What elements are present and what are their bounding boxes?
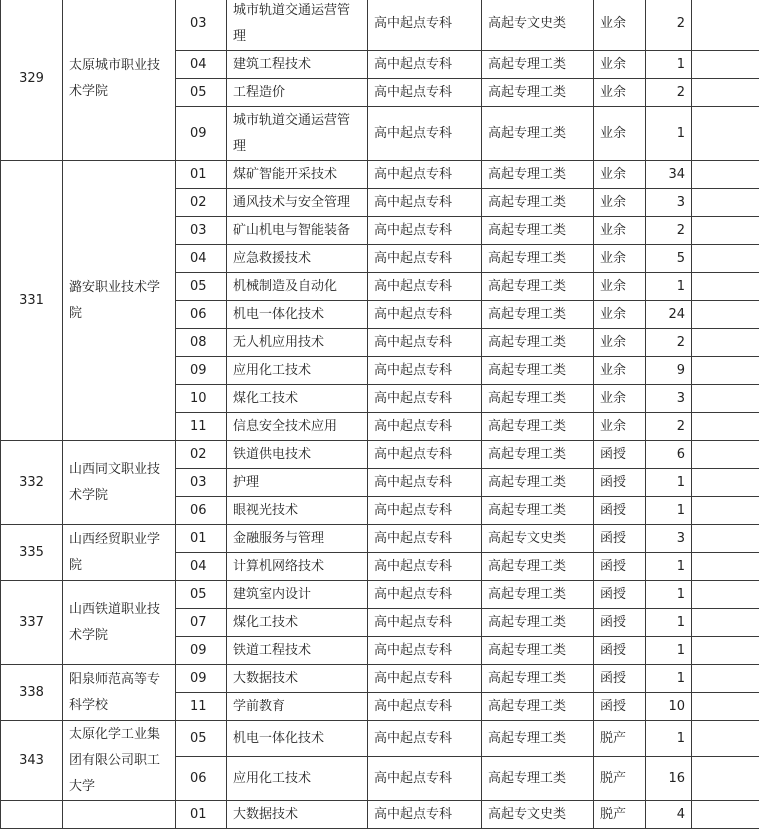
remarks-cell <box>692 0 759 51</box>
table-row <box>1 525 759 553</box>
major-code-cell: 04 <box>176 553 227 581</box>
remarks-cell <box>692 273 759 301</box>
school-code-cell <box>1 801 63 829</box>
table-row <box>1 161 759 189</box>
major-name-cell: 大数据技术 <box>227 665 368 693</box>
study-mode-cell: 业余 <box>594 273 646 301</box>
study-mode-cell: 函授 <box>594 525 646 553</box>
major-code-cell: 06 <box>176 301 227 329</box>
level-cell: 高中起点专科 <box>368 757 482 801</box>
school-name-cell: 山西经贸职业学院 <box>63 525 176 581</box>
category-cell: 高起专理工类 <box>482 385 594 413</box>
major-name-cell: 工程造价 <box>227 79 368 107</box>
major-code-cell: 05 <box>176 79 227 107</box>
level-cell: 高中起点专科 <box>368 217 482 245</box>
table-row <box>1 581 759 609</box>
level-cell: 高中起点专科 <box>368 329 482 357</box>
study-mode-cell: 脱产 <box>594 757 646 801</box>
category-cell: 高起专理工类 <box>482 693 594 721</box>
study-mode-cell: 脱产 <box>594 801 646 829</box>
major-name-cell: 金融服务与管理 <box>227 525 368 553</box>
school-name-cell <box>63 801 176 829</box>
plan-count-cell: 1 <box>646 497 692 525</box>
remarks-cell <box>692 665 759 693</box>
study-mode-cell: 业余 <box>594 107 646 161</box>
major-code-cell: 09 <box>176 357 227 385</box>
major-code-cell: 04 <box>176 51 227 79</box>
plan-count-cell: 1 <box>646 273 692 301</box>
plan-count-cell: 3 <box>646 525 692 553</box>
major-code-cell: 08 <box>176 329 227 357</box>
study-mode-cell: 业余 <box>594 413 646 441</box>
study-mode-cell: 函授 <box>594 637 646 665</box>
remarks-cell <box>692 79 759 107</box>
major-name-cell: 机电一体化技术 <box>227 301 368 329</box>
category-cell: 高起专文史类 <box>482 0 594 51</box>
plan-count-cell: 9 <box>646 357 692 385</box>
major-name-cell: 通风技术与安全管理 <box>227 189 368 217</box>
plan-count-cell: 1 <box>646 637 692 665</box>
category-cell: 高起专理工类 <box>482 757 594 801</box>
category-cell: 高起专理工类 <box>482 79 594 107</box>
school-name-cell: 阳泉师范高等专科学校 <box>63 665 176 721</box>
table-row <box>1 0 759 51</box>
major-name-cell: 大数据技术 <box>227 801 368 829</box>
category-cell: 高起专理工类 <box>482 217 594 245</box>
major-code-cell: 05 <box>176 721 227 757</box>
category-cell: 高起专理工类 <box>482 301 594 329</box>
level-cell: 高中起点专科 <box>368 525 482 553</box>
category-cell: 高起专理工类 <box>482 357 594 385</box>
school-name-cell: 太原城市职业技术学院 <box>63 0 176 161</box>
level-cell: 高中起点专科 <box>368 413 482 441</box>
major-name-cell: 城市轨道交通运营管理 <box>227 107 368 161</box>
school-code-cell: 331 <box>1 161 63 441</box>
study-mode-cell: 业余 <box>594 385 646 413</box>
plan-count-cell: 6 <box>646 441 692 469</box>
major-name-cell: 应用化工技术 <box>227 757 368 801</box>
major-code-cell: 09 <box>176 637 227 665</box>
plan-count-cell: 10 <box>646 693 692 721</box>
remarks-cell <box>692 217 759 245</box>
plan-count-cell: 2 <box>646 217 692 245</box>
category-cell: 高起专理工类 <box>482 721 594 757</box>
major-name-cell: 护理 <box>227 469 368 497</box>
level-cell: 高中起点专科 <box>368 801 482 829</box>
level-cell: 高中起点专科 <box>368 469 482 497</box>
study-mode-cell: 函授 <box>594 581 646 609</box>
study-mode-cell: 业余 <box>594 189 646 217</box>
category-cell: 高起专理工类 <box>482 245 594 273</box>
plan-count-cell: 2 <box>646 79 692 107</box>
category-cell: 高起专理工类 <box>482 497 594 525</box>
study-mode-cell: 函授 <box>594 553 646 581</box>
level-cell: 高中起点专科 <box>368 581 482 609</box>
level-cell: 高中起点专科 <box>368 301 482 329</box>
major-code-cell: 10 <box>176 385 227 413</box>
remarks-cell <box>692 329 759 357</box>
study-mode-cell: 函授 <box>594 497 646 525</box>
major-name-cell: 建筑室内设计 <box>227 581 368 609</box>
major-code-cell: 07 <box>176 609 227 637</box>
school-code-cell: 329 <box>1 0 63 161</box>
remarks-cell <box>692 497 759 525</box>
level-cell: 高中起点专科 <box>368 721 482 757</box>
plan-count-cell: 24 <box>646 301 692 329</box>
category-cell: 高起专理工类 <box>482 665 594 693</box>
major-name-cell: 城市轨道交通运营管理 <box>227 0 368 51</box>
category-cell: 高起专理工类 <box>482 189 594 217</box>
level-cell: 高中起点专科 <box>368 107 482 161</box>
level-cell: 高中起点专科 <box>368 497 482 525</box>
remarks-cell <box>692 385 759 413</box>
study-mode-cell: 脱产 <box>594 721 646 757</box>
school-name-cell: 山西铁道职业技术学院 <box>63 581 176 665</box>
category-cell: 高起专理工类 <box>482 161 594 189</box>
remarks-cell <box>692 51 759 79</box>
study-mode-cell: 函授 <box>594 665 646 693</box>
school-code-cell: 335 <box>1 525 63 581</box>
study-mode-cell: 业余 <box>594 217 646 245</box>
school-code-cell: 332 <box>1 441 63 525</box>
category-cell: 高起专理工类 <box>482 329 594 357</box>
category-cell: 高起专理工类 <box>482 637 594 665</box>
major-name-cell: 铁道供电技术 <box>227 441 368 469</box>
major-name-cell: 无人机应用技术 <box>227 329 368 357</box>
level-cell: 高中起点专科 <box>368 189 482 217</box>
plan-count-cell: 16 <box>646 757 692 801</box>
school-name-cell: 太原化学工业集团有限公司职工大学 <box>63 721 176 801</box>
category-cell: 高起专理工类 <box>482 553 594 581</box>
study-mode-cell: 函授 <box>594 609 646 637</box>
major-code-cell: 05 <box>176 273 227 301</box>
category-cell: 高起专理工类 <box>482 51 594 79</box>
major-name-cell: 应急救援技术 <box>227 245 368 273</box>
level-cell: 高中起点专科 <box>368 693 482 721</box>
major-name-cell: 矿山机电与智能装备 <box>227 217 368 245</box>
major-code-cell: 03 <box>176 217 227 245</box>
major-code-cell: 11 <box>176 413 227 441</box>
major-name-cell: 煤化工技术 <box>227 609 368 637</box>
level-cell: 高中起点专科 <box>368 273 482 301</box>
level-cell: 高中起点专科 <box>368 51 482 79</box>
level-cell: 高中起点专科 <box>368 665 482 693</box>
major-name-cell: 应用化工技术 <box>227 357 368 385</box>
table-row <box>1 801 759 829</box>
major-code-cell: 03 <box>176 469 227 497</box>
remarks-cell <box>692 301 759 329</box>
level-cell: 高中起点专科 <box>368 79 482 107</box>
plan-count-cell: 4 <box>646 801 692 829</box>
plan-count-cell: 1 <box>646 107 692 161</box>
level-cell: 高中起点专科 <box>368 245 482 273</box>
remarks-cell <box>692 757 759 801</box>
level-cell: 高中起点专科 <box>368 0 482 51</box>
study-mode-cell: 函授 <box>594 469 646 497</box>
remarks-cell <box>692 801 759 829</box>
major-code-cell: 09 <box>176 107 227 161</box>
plan-count-cell: 1 <box>646 553 692 581</box>
category-cell: 高起专文史类 <box>482 801 594 829</box>
school-code-cell: 343 <box>1 721 63 801</box>
remarks-cell <box>692 161 759 189</box>
plan-count-cell: 2 <box>646 329 692 357</box>
major-code-cell: 02 <box>176 189 227 217</box>
level-cell: 高中起点专科 <box>368 553 482 581</box>
remarks-cell <box>692 357 759 385</box>
major-name-cell: 信息安全技术应用 <box>227 413 368 441</box>
school-code-cell: 337 <box>1 581 63 665</box>
study-mode-cell: 业余 <box>594 245 646 273</box>
category-cell: 高起专理工类 <box>482 581 594 609</box>
major-code-cell: 01 <box>176 801 227 829</box>
plan-count-cell: 3 <box>646 189 692 217</box>
major-code-cell: 02 <box>176 441 227 469</box>
remarks-cell <box>692 107 759 161</box>
category-cell: 高起专理工类 <box>482 609 594 637</box>
plan-count-cell: 1 <box>646 665 692 693</box>
major-code-cell: 11 <box>176 693 227 721</box>
remarks-cell <box>692 441 759 469</box>
study-mode-cell: 函授 <box>594 441 646 469</box>
study-mode-cell: 业余 <box>594 51 646 79</box>
plan-count-cell: 1 <box>646 51 692 79</box>
remarks-cell <box>692 413 759 441</box>
remarks-cell <box>692 609 759 637</box>
remarks-cell <box>692 721 759 757</box>
level-cell: 高中起点专科 <box>368 609 482 637</box>
remarks-cell <box>692 469 759 497</box>
major-code-cell: 04 <box>176 245 227 273</box>
school-name-cell: 潞安职业技术学院 <box>63 161 176 441</box>
major-code-cell: 05 <box>176 581 227 609</box>
remarks-cell <box>692 581 759 609</box>
remarks-cell <box>692 189 759 217</box>
plan-count-cell: 2 <box>646 413 692 441</box>
major-name-cell: 煤化工技术 <box>227 385 368 413</box>
plan-count-cell: 1 <box>646 609 692 637</box>
level-cell: 高中起点专科 <box>368 385 482 413</box>
category-cell: 高起专文史类 <box>482 525 594 553</box>
major-name-cell: 计算机网络技术 <box>227 553 368 581</box>
remarks-cell <box>692 693 759 721</box>
school-code-cell: 338 <box>1 665 63 721</box>
major-code-cell: 06 <box>176 757 227 801</box>
category-cell: 高起专理工类 <box>482 469 594 497</box>
study-mode-cell: 业余 <box>594 357 646 385</box>
major-code-cell: 06 <box>176 497 227 525</box>
major-name-cell: 学前教育 <box>227 693 368 721</box>
study-mode-cell: 业余 <box>594 79 646 107</box>
plan-count-cell: 5 <box>646 245 692 273</box>
major-name-cell: 建筑工程技术 <box>227 51 368 79</box>
major-code-cell: 01 <box>176 161 227 189</box>
category-cell: 高起专理工类 <box>482 273 594 301</box>
study-mode-cell: 业余 <box>594 301 646 329</box>
plan-count-cell: 1 <box>646 581 692 609</box>
major-code-cell: 01 <box>176 525 227 553</box>
major-name-cell: 煤矿智能开采技术 <box>227 161 368 189</box>
major-name-cell: 铁道工程技术 <box>227 637 368 665</box>
category-cell: 高起专理工类 <box>482 441 594 469</box>
remarks-cell <box>692 637 759 665</box>
study-mode-cell: 函授 <box>594 693 646 721</box>
study-mode-cell: 业余 <box>594 329 646 357</box>
level-cell: 高中起点专科 <box>368 441 482 469</box>
level-cell: 高中起点专科 <box>368 637 482 665</box>
table-row <box>1 721 759 757</box>
school-name-cell: 山西同文职业技术学院 <box>63 441 176 525</box>
level-cell: 高中起点专科 <box>368 161 482 189</box>
remarks-cell <box>692 553 759 581</box>
plan-count-cell: 2 <box>646 0 692 51</box>
major-name-cell: 机械制造及自动化 <box>227 273 368 301</box>
table-row <box>1 665 759 693</box>
remarks-cell <box>692 245 759 273</box>
major-code-cell: 09 <box>176 665 227 693</box>
major-name-cell: 眼视光技术 <box>227 497 368 525</box>
table-row <box>1 441 759 469</box>
category-cell: 高起专理工类 <box>482 413 594 441</box>
level-cell: 高中起点专科 <box>368 357 482 385</box>
study-mode-cell: 业余 <box>594 161 646 189</box>
plan-count-cell: 1 <box>646 721 692 757</box>
major-name-cell: 机电一体化技术 <box>227 721 368 757</box>
category-cell: 高起专理工类 <box>482 107 594 161</box>
major-code-cell: 03 <box>176 0 227 51</box>
plan-count-cell: 34 <box>646 161 692 189</box>
remarks-cell <box>692 525 759 553</box>
plan-count-cell: 1 <box>646 469 692 497</box>
study-mode-cell: 业余 <box>594 0 646 51</box>
plan-count-cell: 3 <box>646 385 692 413</box>
